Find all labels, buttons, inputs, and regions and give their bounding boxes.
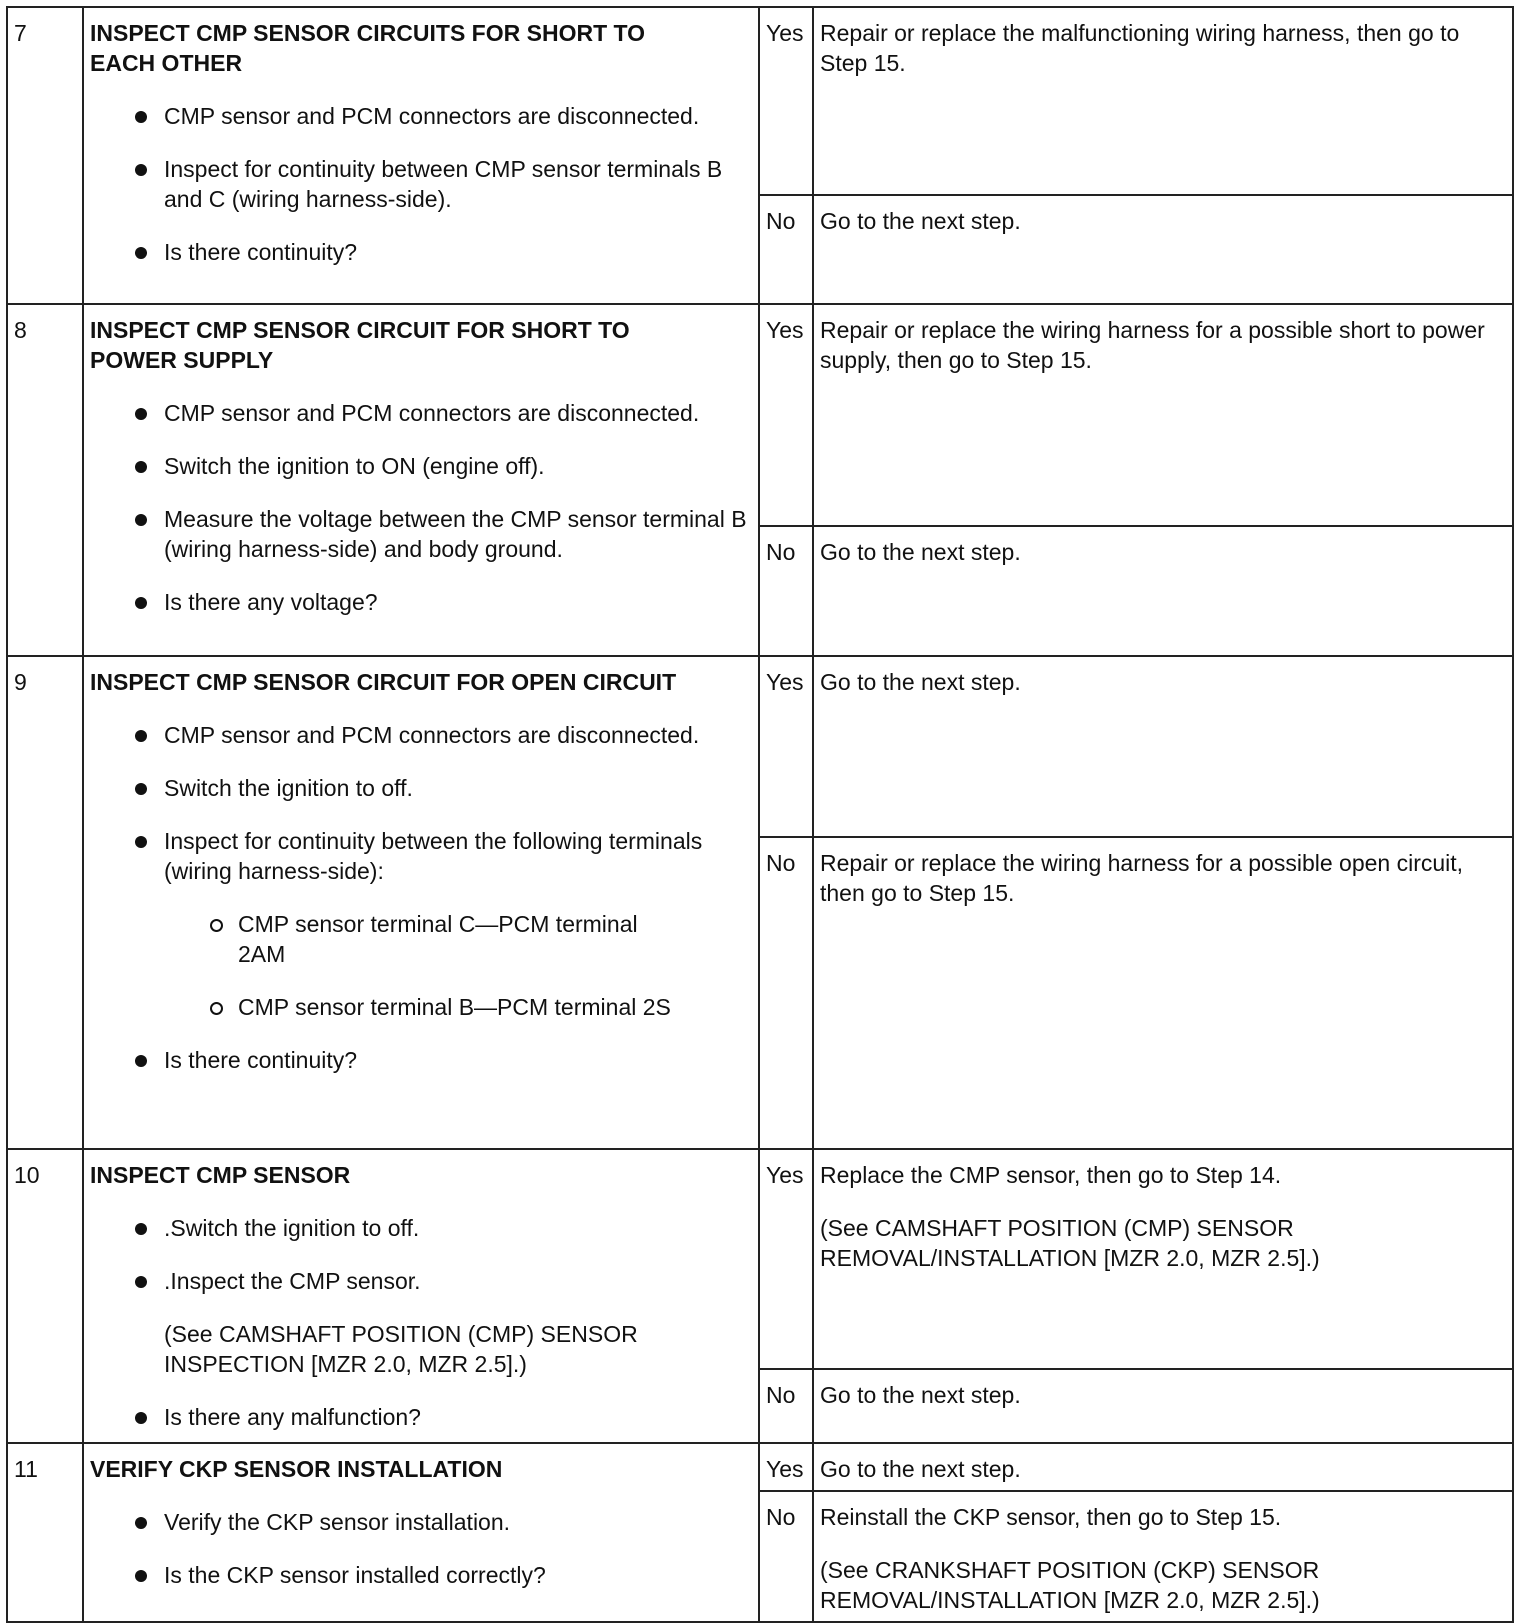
step-number: 11: [7, 1443, 83, 1622]
yes-result: Repair or replace the malfunctioning wiring harness, then go to Step 15.: [813, 7, 1513, 195]
no-result: Reinstall the CKP sensor, then go to Step 15. (See CRANKSHAFT POSITION (CKP) SENSOR REMOVAL/INSTALLATION [MZR 2.0, MZR 2.5].): [813, 1491, 1513, 1622]
action-item: Switch the ignition to off.: [90, 773, 752, 803]
action-item: Is there continuity?: [90, 1045, 752, 1075]
step-title: INSPECT CMP SENSOR CIRCUIT FOR SHORT TO POWER SUPPLY: [90, 317, 630, 373]
step-number: 7: [7, 7, 83, 304]
yes-result: Repair or replace the wiring harness for a possible short to power supply, then go to Step 15.: [813, 304, 1513, 526]
action-item: CMP sensor and PCM connectors are disconnected.: [90, 398, 752, 428]
action-item: Inspect for continuity between CMP sensor terminals B and C (wiring harness-side).: [90, 154, 752, 214]
no-result: Go to the next step.: [813, 1369, 1513, 1443]
table-row: [7, 656, 1513, 837]
yes-label: Yes: [759, 7, 813, 195]
action-item: Is there any voltage?: [90, 587, 752, 617]
step-action: [83, 1443, 759, 1622]
table-row: [7, 7, 1513, 195]
no-result: Go to the next step.: [813, 195, 1513, 304]
step-title: INSPECT CMP SENSOR: [90, 1162, 351, 1188]
action-item: .Switch the ignition to off.: [90, 1213, 752, 1243]
action-item: Verify the CKP sensor installation.: [90, 1507, 752, 1537]
step-title: INSPECT CMP SENSOR CIRCUIT FOR OPEN CIRCUIT: [90, 669, 677, 695]
table-row: [7, 1149, 1513, 1369]
table-row: [7, 304, 1513, 526]
action-item: Inspect for continuity between the following terminals (wiring harness-side):: [90, 826, 752, 886]
result-reference-note: (See CRANKSHAFT POSITION (CKP) SENSOR REMOVAL/INSTALLATION [MZR 2.0, MZR 2.5].): [820, 1557, 1320, 1613]
yes-label: Yes: [759, 656, 813, 837]
no-label: No: [759, 1491, 813, 1622]
action-item: Is there any malfunction?: [90, 1402, 752, 1432]
action-item: Is there continuity?: [90, 237, 752, 267]
no-label: No: [759, 195, 813, 304]
action-item: CMP sensor and PCM connectors are disconnected.: [90, 101, 752, 131]
no-label: No: [759, 1369, 813, 1443]
sub-item: CMP sensor terminal B—PCM terminal 2S: [90, 992, 752, 1022]
sub-item: CMP sensor terminal C—PCM terminal 2AM: [90, 909, 752, 969]
action-item: Switch the ignition to ON (engine off).: [90, 451, 752, 481]
step-action: [83, 304, 759, 656]
action-reference-note: (See CAMSHAFT POSITION (CMP) SENSOR INSPECTION [MZR 2.0, MZR 2.5].): [164, 1321, 638, 1377]
result-reference-note: (See CAMSHAFT POSITION (CMP) SENSOR REMOVAL/INSTALLATION [MZR 2.0, MZR 2.5].): [820, 1215, 1320, 1271]
action-item: Is the CKP sensor installed correctly?: [90, 1560, 752, 1590]
yes-label: Yes: [759, 304, 813, 526]
step-title: INSPECT CMP SENSOR CIRCUITS FOR SHORT TO EACH OTHER: [90, 20, 646, 76]
yes-label: Yes: [759, 1443, 813, 1491]
action-item: Measure the voltage between the CMP sensor terminal B (wiring harness-side) and body ground.: [90, 504, 752, 564]
yes-label: Yes: [759, 1149, 813, 1369]
action-item: CMP sensor and PCM connectors are disconnected.: [90, 720, 752, 750]
table-row: [7, 1443, 1513, 1491]
no-label: No: [759, 837, 813, 1149]
no-result: Repair or replace the wiring harness for a possible open circuit, then go to Step 15.: [813, 837, 1513, 1149]
no-result: Go to the next step.: [813, 526, 1513, 656]
step-action: [83, 7, 759, 304]
step-number: 9: [7, 656, 83, 1149]
yes-result: Go to the next step.: [813, 656, 1513, 837]
action-item: .Inspect the CMP sensor.: [90, 1266, 752, 1296]
step-number: 10: [7, 1149, 83, 1443]
yes-result: Go to the next step.: [813, 1443, 1513, 1491]
no-label: No: [759, 526, 813, 656]
step-action: [83, 656, 759, 1149]
step-action: [83, 1149, 759, 1443]
step-number: 8: [7, 304, 83, 656]
diagnostic-procedure-table: [6, 6, 1514, 1623]
step-title: VERIFY CKP SENSOR INSTALLATION: [90, 1456, 503, 1482]
yes-result: Replace the CMP sensor, then go to Step 14. (See CAMSHAFT POSITION (CMP) SENSOR REMOVAL/INSTALLATION [MZR 2.0, MZR 2.5].): [813, 1149, 1513, 1369]
